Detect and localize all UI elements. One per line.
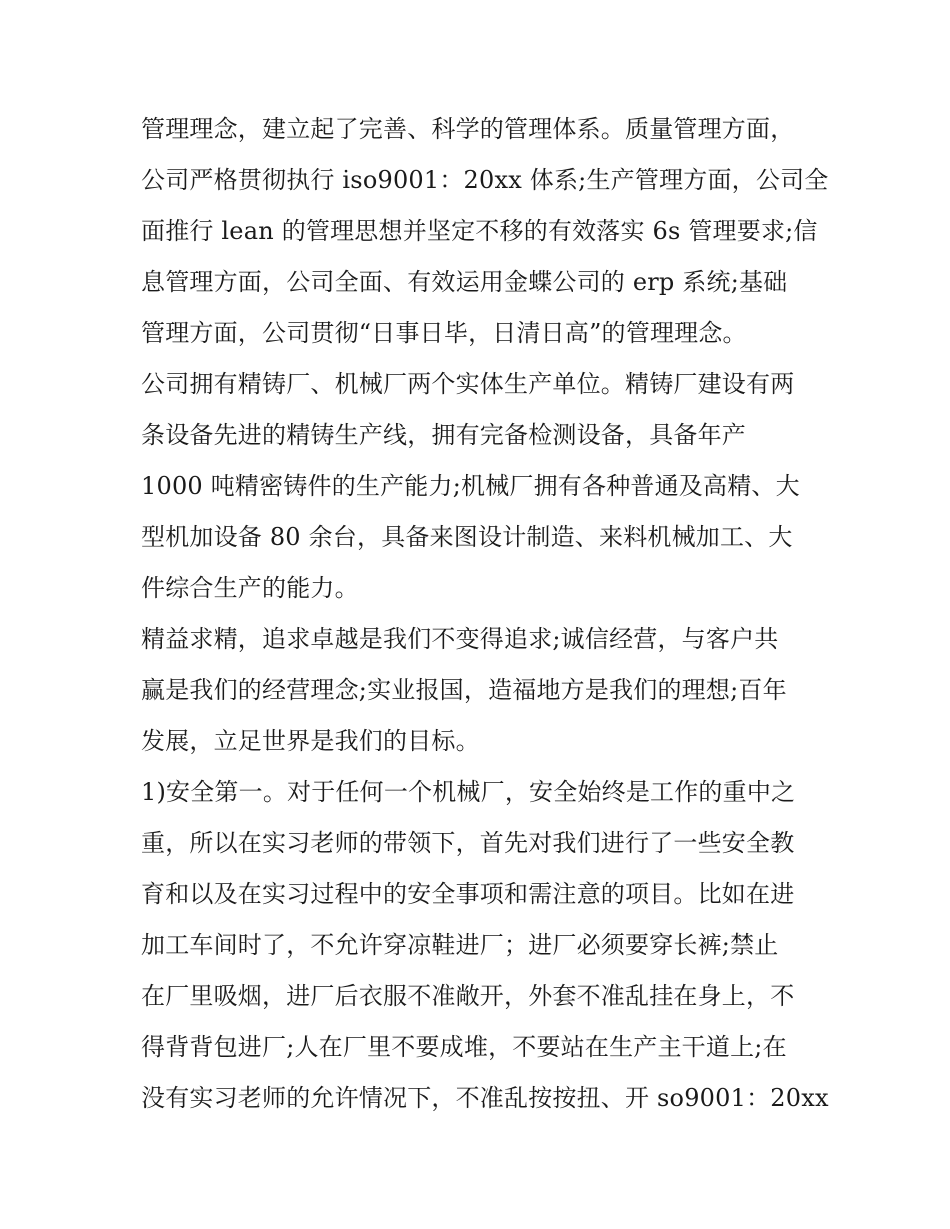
text-line: 得背背包进厂;人在厂里不要成堆，不要站在生产主干道上;在 <box>141 1033 787 1061</box>
text-line: 息管理方面，公司全面、有效运用金蝶公司的 erp 系统;基础 <box>141 268 788 296</box>
document-body <box>141 104 831 1124</box>
text-line: 型机加设备 80 余台，具备来图设计制造、来料机械加工、大 <box>141 523 793 551</box>
text-line: 在厂里吸烟，进厂后衣服不准敞开，外套不准乱挂在身上，不 <box>141 982 795 1010</box>
text-line: 赢是我们的经营理念;实业报国，造福地方是我们的理想;百年 <box>141 676 787 704</box>
text-line: 1)安全第一。对于任何一个机械厂，安全始终是工作的重中之 <box>141 778 796 806</box>
text-line: 1000 吨精密铸件的生产能力;机械厂拥有各种普通及高精、大 <box>141 472 800 500</box>
text-line: 没有实习老师的允许情况下，不准乱按按扭、开 so9001：20xx <box>141 1084 829 1112</box>
text-line: 精益求精，追求卓越是我们不变得追求;诚信经营，与客户共 <box>141 625 779 653</box>
text-line: 育和以及在实习过程中的安全事项和需注意的项目。比如在进 <box>141 880 795 908</box>
text-line: 加工车间时了，不允许穿凉鞋进厂；进厂必须要穿长裤;禁止 <box>141 931 779 959</box>
text-line: 条设备先进的精铸生产线，拥有完备检测设备，具备年产 <box>141 421 746 449</box>
text-line: 发展，立足世界是我们的目标。 <box>141 727 480 755</box>
text-line: 件综合生产的能力。 <box>141 574 359 602</box>
text-line: 管理理念，建立起了完善、科学的管理体系。质量管理方面， <box>141 115 795 143</box>
text-line: 重，所以在实习老师的带领下，首先对我们进行了一些安全教 <box>141 829 795 857</box>
text-line: 公司拥有精铸厂、机械厂两个实体生产单位。精铸厂建设有两 <box>141 370 795 398</box>
text-line: 公司严格贯彻执行 iso9001：20xx 体系;生产管理方面，公司全 <box>141 166 829 194</box>
text-line: 面推行 lean 的管理思想并坚定不移的有效落实 6s 管理要求;信 <box>141 217 818 245</box>
text-line: 管理方面，公司贯彻“日事日毕，日清日高”的管理理念。 <box>141 319 747 347</box>
